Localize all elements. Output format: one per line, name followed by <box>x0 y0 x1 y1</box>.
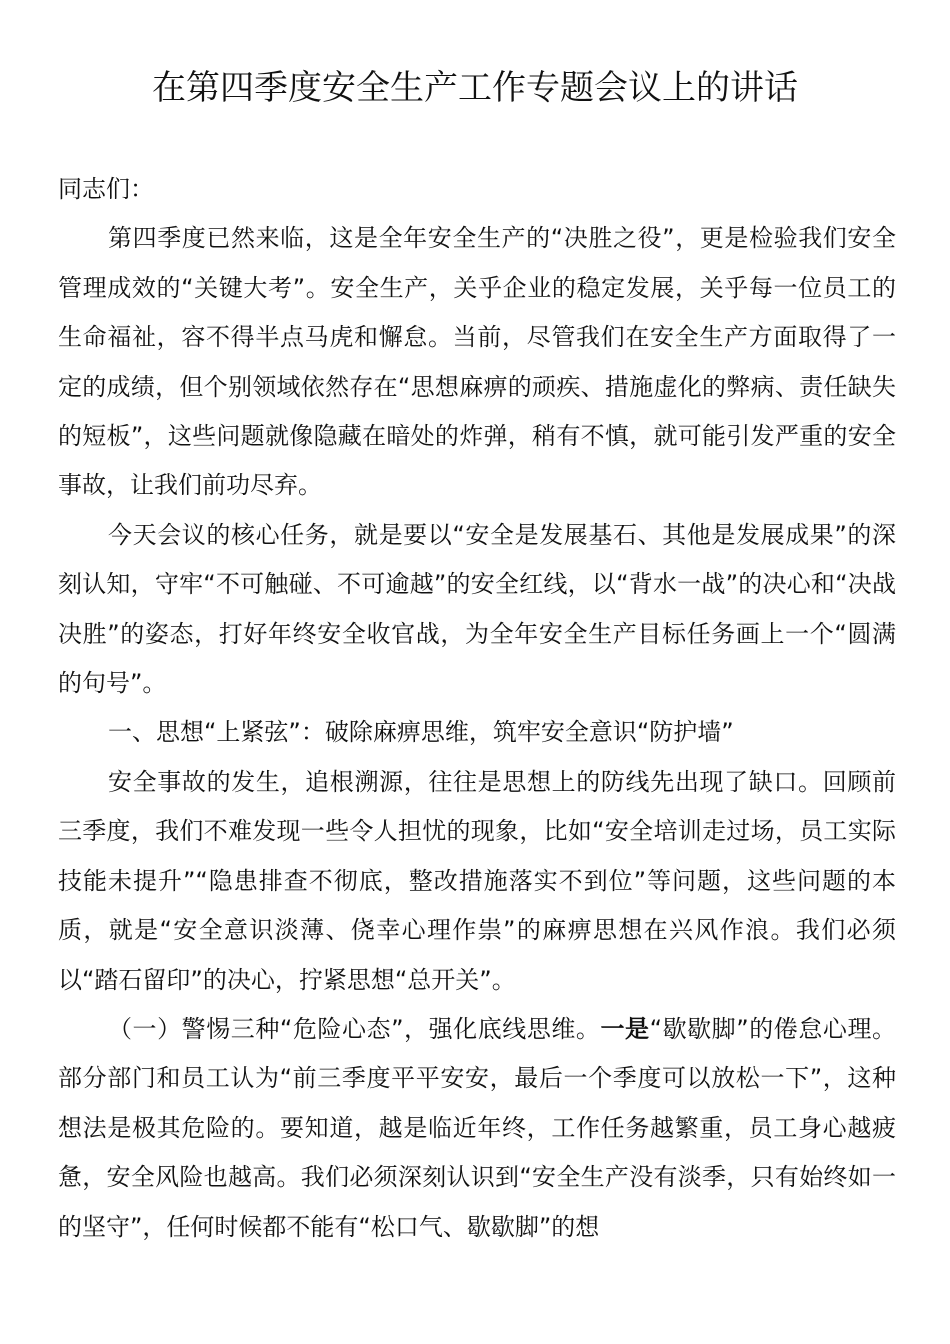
subsection-lead: （一）警惕三种“危险心态”，强化底线思维。 <box>108 1014 601 1043</box>
document-body <box>58 165 896 1252</box>
paragraph-intro: 第四季度已然来临，这是全年安全生产的“决胜之役”，更是检验我们安全管理成效的“关键大考”。安全生产，关乎企业的稳定发展，关乎每一位员工的生命福祉，容不得半点马虎和懈怠。当前，尽管我们在安全生产方面取得了一定的成绩，但个别领域依然存在“思想麻痹的顽疾、措施虚化的弊病、责任缺失的短板”，这些问题就像隐藏在暗处的炸弹，稍有不慎，就可能引发严重的安全事故，让我们前功尽弃。 <box>58 224 896 500</box>
point-one-label: 一是 <box>600 1014 650 1043</box>
point-one-text: “歇歇脚”的倦怠心理。部分部门和员工认为“前三季度平平安安，最后一个季度可以放松一下”，这种想法是极其危险的。要知道，越是临近年终，工作任务越繁重，员工身心越疲惫，安全风险也越高。我们必须深刻认识到“安全生产没有淡季，只有始终如一的坚守”，任何时候都不能有“松口气、歇歇脚”的想 <box>58 1014 896 1241</box>
paragraph-subsection-1 <box>58 1005 896 1252</box>
paragraph-task: 今天会议的核心任务，就是要以“安全是发展基石、其他是发展成果”的深刻认知，守牢“不可触碰、不可逾越”的安全红线，以“背水一战”的决心和“决战决胜”的姿态，打好年终安全收官战，为全年安全生产目标任务画上一个“圆满的句号”。 <box>58 520 896 698</box>
document-title: 在第四季度安全生产工作专题会议上的讲话 <box>152 68 798 108</box>
paragraph-section-1: 安全事故的发生，追根溯源，往往是思想上的防线先出现了缺口。回顾前三季度，我们不难发现一些令人担忧的现象，比如“安全培训走过场，员工实际技能未提升”“隐患排查不彻底，整改措施落实不到位”等问题，这些问题的本质，就是“安全意识淡薄、侥幸心理作祟”的麻痹思想在兴风作浪。我们必须以“踏石留印”的决心，拧紧思想“总开关”。 <box>58 767 896 994</box>
section-heading-1: 一、思想“上紧弦”：破除麻痹思维，筑牢安全意识“防护墙” <box>108 718 734 747</box>
greeting: 同志们： <box>58 175 154 203</box>
